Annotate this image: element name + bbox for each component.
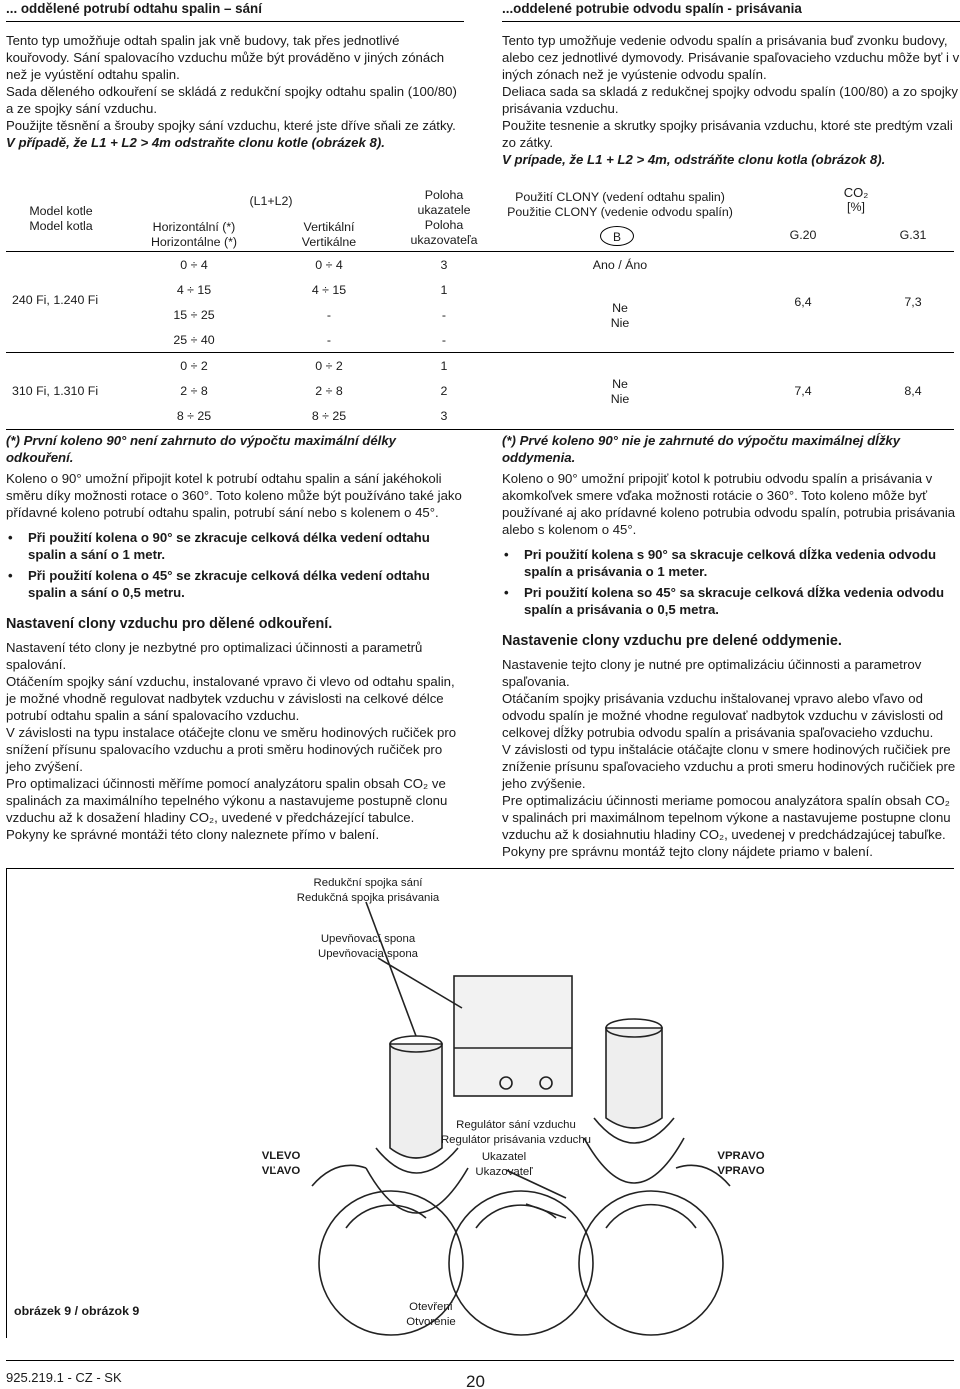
- figure-caption: obrázek 9 / obrázok 9: [14, 1304, 140, 1318]
- th-model-sk: Model kotla: [29, 219, 93, 233]
- th-g20: G.20: [789, 228, 817, 242]
- left-intro-bold: V případě, že L1 + L2 > 4m odstraňte clonu kotle (obrázek 8).: [6, 135, 385, 150]
- group2-clony-cz: Ne: [612, 377, 628, 391]
- left-intro: [6, 32, 464, 151]
- leader-mount: [378, 958, 462, 1008]
- th-horizontal: [134, 220, 254, 250]
- label-indicator: [444, 1150, 564, 1180]
- th-position-4: ukazovateľa: [410, 233, 478, 247]
- group2-clony-sk: Nie: [610, 392, 630, 406]
- group1-row3-pos: -: [441, 333, 447, 347]
- doc-code: 925.219.1 - CZ - SK: [6, 1370, 122, 1385]
- right-bullets: [502, 546, 960, 618]
- left-section-p3: V závislosti na typu instalace otáčejte clonu ve směru hodinových ručiček pro snížení přísunu spalovacího vzduchu a proti směru hodinových ručiček pro jeho zvýšení.: [6, 725, 457, 774]
- th-vertical-sk: Vertikálne: [301, 235, 357, 249]
- left-bullet-2: • Při použití kolena o 45° se zkracuje celková délka vedení odtahu spalin a sání o 0,5 metru.: [6, 567, 464, 601]
- group1-row2-v: -: [326, 308, 332, 322]
- label-right: [706, 1149, 776, 1179]
- th-position-3: Poloha: [424, 218, 464, 232]
- label-opening-cz: Otevření: [409, 1301, 453, 1313]
- right-intro: [502, 32, 960, 168]
- th-clony-b-circle: B: [600, 226, 634, 246]
- group1-g20: 6,4: [794, 295, 812, 309]
- th-co2-unit: [%]: [847, 200, 865, 214]
- right-bullet-2: • Pri použití kolena so 45° sa skracuje celková dĺžka vedenia odvodu spalín a prisávania o 0,5 metra.: [502, 584, 960, 618]
- damper-left-arc: [346, 1205, 426, 1228]
- th-clony: [496, 190, 744, 220]
- th-model-cz: Model kotle: [29, 204, 93, 218]
- left-bullets: [6, 529, 464, 601]
- left-section-title: Nastavení clony vzduchu pro dělené odkouření.: [6, 616, 333, 632]
- group1-row1-v: 4 ÷ 15: [311, 283, 347, 297]
- group2-g31: 8,4: [904, 384, 922, 398]
- left-section-p1: Nastavení této clony je nezbytné pro optimalizaci účinnosti a parametrů spalování.: [6, 640, 423, 672]
- th-g31: G.31: [899, 228, 927, 242]
- group2-model: 310 Fi, 1.310 Fi: [12, 384, 99, 398]
- group1-row2-h: 15 ÷ 25: [173, 308, 215, 322]
- group1-model: 240 Fi, 1.240 Fi: [12, 293, 99, 307]
- right-intro-p1: Tento typ umožňuje vedenie odvodu spalín a prisávania buď zvonku budovy, alebo cez jednotlivé dymovody. Prisávanie spaľovacieho vzduchu môže byť i v iných zónach než je vyústenie odvodu spalín.: [502, 33, 960, 82]
- label-regulator-cz: Regulátor sání vzduchu: [456, 1119, 576, 1131]
- left-note-bold: (*) První koleno 90° není zahrnuto do výpočtu maximální délky odkouření.: [6, 433, 396, 465]
- left-section-p2: Otáčením spojky sání vzduchu, instalované vpravo či vlevo od odtahu spalin, je možné vhodně regulovat nadbytek vzduchu v závislosti na celkové délce potrubí odtahu spalin a sání spalovacího vzduchu.: [6, 674, 455, 723]
- label-opening-sk: Otvorenie: [406, 1316, 456, 1328]
- group2-clony: [496, 377, 744, 407]
- left-intro-p2: Sada děleného odkouření se skládá z redukční spojky odtahu spalin (100/80) a ze spojky sání vzduchu.: [6, 84, 457, 116]
- table-group-rule: [6, 352, 954, 353]
- label-right-sk: VPRAVO: [717, 1165, 765, 1177]
- right-section-title: Nastavenie clony vzduchu pre delené oddymenie.: [502, 633, 842, 649]
- group1-g31: 7,3: [904, 295, 922, 309]
- th-co2: CO₂: [843, 185, 869, 200]
- group1-row3-v: -: [326, 333, 332, 347]
- label-left-sk: VĽAVO: [261, 1165, 301, 1177]
- th-clony-sk: Použitie CLONY (vedenie odvodu spalín): [507, 205, 733, 219]
- group2-row3-v: 8 ÷ 25: [311, 409, 347, 423]
- right-intro-p3: Použite tesnenie a skrutky spojky prisávania vzduchu, ktoré ste predtým vzali zo zátky.: [502, 118, 953, 150]
- right-header: ...oddelené potrubie odvodu spalín - prisávania: [502, 0, 960, 22]
- left-header: ... oddělené potrubí odtahu spalin – sání: [6, 0, 464, 22]
- label-indicator-sk: Ukazovateľ: [475, 1166, 533, 1178]
- left-section-p5: Pokyny ke správné montáži této clony naleznete přímo v balení.: [6, 827, 380, 842]
- right-section-p3: V závislosti od typu inštalácie otáčajte clonu v smere hodinových ručičiek pre zníženie prísunu spaľovacieho vzduchu a proti smeru hodinových ručičiek pre jeho zvýšenie.: [502, 742, 956, 791]
- label-reduction: [268, 876, 468, 906]
- left-column-top: [6, 0, 464, 151]
- damper-center-arc: [476, 1205, 556, 1228]
- common-row-clony: Ano / Áno: [592, 258, 648, 272]
- group2-row3-h: 8 ÷ 25: [176, 409, 212, 423]
- th-vertical-cz: Vertikální: [303, 220, 355, 234]
- right-pipe: [606, 1028, 662, 1128]
- right-intro-p2: Deliaca sada sa skladá z redukčnej spojky odvodu spalín (100/80) a zo spojky prisávania vzduchu.: [502, 84, 958, 116]
- th-horizontal-sk: Horizontálne (*): [150, 235, 238, 249]
- table-header-rule: [6, 251, 954, 252]
- left-intro-p1: Tento typ umožňuje odtah spalin jak vně budovy, tak přes jednotlivé kouřovody. Sání spalovacího vzduchu může být prováděno v jiných zónách než je vyústění odtahu spalin.: [6, 33, 445, 82]
- group1-clony: [496, 301, 744, 331]
- left-bullet-1: • Při použití kolena o 90° se zkracuje celková délka vedení odtahu spalin a sání o 1 metr.: [6, 529, 464, 563]
- right-column-bottom: [502, 432, 960, 860]
- common-row-h: 0 ÷ 4: [180, 258, 208, 272]
- boiler-adapter-illustration: [6, 868, 954, 1338]
- footer-rule: [6, 1360, 954, 1361]
- group2-row1-h: 0 ÷ 2: [180, 359, 208, 373]
- left-note-text: Koleno o 90° umožní připojit kotel k potrubí odtahu spalin a sání jakéhokoli směru díky možnosti rotace o 360°. Toto koleno může být používáno také jako přídavné koleno potrubí odtahu spalin, potrubí sání nebo s kolenem o 45°.: [6, 471, 462, 520]
- right-section-p5: Pokyny pre správnu montáž tejto clony nájdete priamo v balení.: [502, 844, 873, 859]
- right-note-text: Koleno o 90° umožní pripojiť kotol k potrubiu odvodu spalín a prisávania v akomkoľvek smere vďaka možnosti rotácie o 360°. Toto koleno môže byť používané aj ako prídavné koleno potrubia odvodu spalín, potrubia prisávania alebo s kolenom o 45°.: [502, 471, 956, 537]
- leader-reduction: [366, 902, 416, 1036]
- group1-clony-sk: Nie: [610, 316, 630, 330]
- group2-row1-pos: 1: [440, 359, 448, 373]
- th-model: [6, 204, 116, 234]
- label-mount: [288, 932, 448, 962]
- label-regulator-sk: Regulátor prisávania vzduchu: [440, 1134, 592, 1146]
- group2-row2-v: 2 ÷ 8: [315, 384, 343, 398]
- table-bottom-rule: [6, 429, 954, 430]
- group1-row1-h: 4 ÷ 15: [176, 283, 212, 297]
- group2-g20: 7,4: [794, 384, 812, 398]
- label-indicator-cz: Ukazatel: [481, 1151, 527, 1163]
- arrow-left-icon: [312, 1165, 366, 1186]
- group2-row2-h: 2 ÷ 8: [180, 384, 208, 398]
- page-number: 20: [466, 1372, 485, 1389]
- label-opening: [386, 1300, 476, 1330]
- group1-row3-h: 25 ÷ 40: [173, 333, 215, 347]
- group1-clony-cz: Ne: [612, 301, 628, 315]
- right-section-p1: Nastavenie tejto clony je nutné pre optimalizáciu účinnosti a parametrov spaľovania.: [502, 657, 922, 689]
- figure-9: [6, 868, 954, 1338]
- th-vertical: [274, 220, 384, 250]
- right-section-p2: Otáčaním spojky prisávania vzduchu inštalovanej vpravo alebo vľavo od odvodu spalín je možné vhodne regulovať nadbytok vzduchu v závislosti od celkovej dĺžky potrubia odvodu spalín a prisávania spaľovacieho vzduchu.: [502, 691, 944, 740]
- group2-row3-pos: 3: [440, 409, 448, 423]
- right-note-bold: (*) Prvé koleno 90° nie je zahrnuté do výpočtu maximálnej dĺžky oddymenia.: [502, 433, 901, 465]
- th-position-2: ukazatele: [417, 203, 471, 217]
- th-clony-cz: Použití CLONY (vedení odtahu spalin): [515, 190, 725, 204]
- right-bullet-1: • Pri použití kolena s 90° sa skracuje celková dĺžka vedenia odvodu spalín a prisávania o 1 meter.: [502, 546, 960, 580]
- left-intro-p3: Použijte těsnění a šrouby spojky sání vzduchu, které jste dříve sňali ze zátky.: [6, 118, 456, 133]
- boiler-box: [454, 976, 572, 1096]
- th-horizontal-cz: Horizontální (*): [152, 220, 236, 234]
- right-section-p4: Pre optimalizáciu účinnosti meriame pomocou analyzátora spalín obsah CO₂ v spalinách pri maximálnom tepelnom výkone a nastavujeme postupne clonu vzduchu až k dosiahnutiu hladiny CO₂, uvedenej v predchádzajúcej tabuľke.: [502, 793, 951, 842]
- label-reduction-cz: Redukční spojka sání: [313, 877, 423, 889]
- label-left-cz: VLEVO: [261, 1150, 301, 1162]
- right-column-top: [502, 0, 960, 168]
- label-left: [246, 1149, 316, 1179]
- left-column-bottom: [6, 432, 464, 843]
- label-mount-sk: Upevňovacia spona: [317, 948, 419, 960]
- left-section-p4: Pro optimalizaci účinnosti měříme pomocí analyzátoru spalin obsah CO₂ ve spalinách za maximálního tepelného výkonu a nastavujeme postupně clonu vzduchu až k dosažení hladiny CO₂, uvedené v předcházející tabulce.: [6, 776, 448, 825]
- group2-row2-pos: 2: [440, 384, 448, 398]
- group1-row2-pos: -: [441, 308, 447, 322]
- group2-row1-v: 0 ÷ 2: [315, 359, 343, 373]
- label-regulator: [426, 1118, 606, 1148]
- left-section-body: [6, 639, 464, 843]
- right-section-body: [502, 656, 960, 860]
- th-position: [394, 188, 494, 248]
- label-mount-cz: Upevňovací spona: [320, 933, 416, 945]
- common-row-v: 0 ÷ 4: [315, 258, 343, 272]
- th-l1l2: (L1+L2): [249, 194, 293, 208]
- damper-right-illustration: [579, 1191, 723, 1335]
- common-row-pos: 3: [440, 258, 448, 272]
- flue-length-table: [6, 182, 954, 430]
- right-intro-bold: V prípade, že L1 + L2 > 4m, odstráňte clonu kotla (obrázok 8).: [502, 152, 886, 167]
- group1-row1-pos: 1: [440, 283, 448, 297]
- label-reduction-sk: Redukčná spojka prisávania: [296, 892, 440, 904]
- damper-right-arc: [606, 1205, 696, 1228]
- th-position-1: Poloha: [424, 188, 464, 202]
- label-right-cz: VPRAVO: [717, 1150, 765, 1162]
